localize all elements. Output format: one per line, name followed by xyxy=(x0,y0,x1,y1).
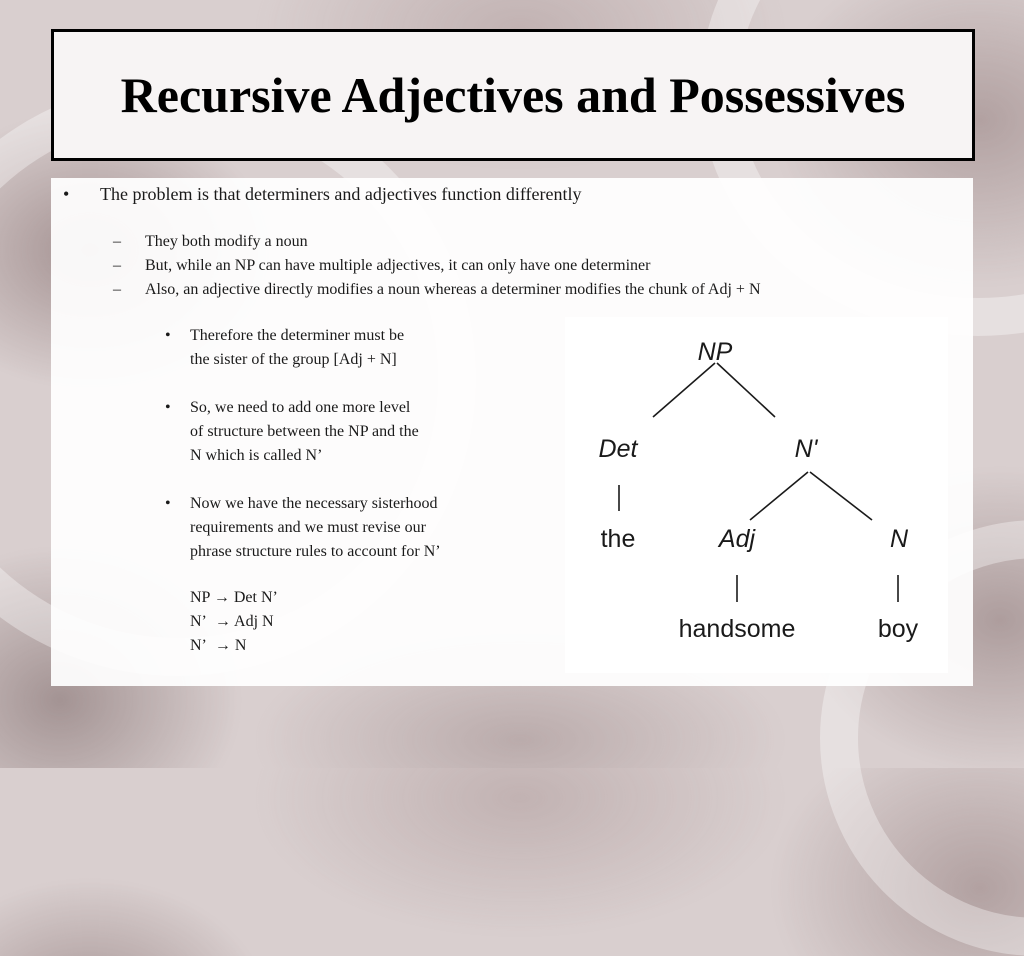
tree-branch xyxy=(653,363,715,417)
phrase-structure-rules xyxy=(190,586,278,658)
level3-line: So, we need to add one more level xyxy=(190,399,411,416)
rule-rhs: N xyxy=(234,637,247,654)
rule-line xyxy=(190,610,278,634)
level3-line: requirements and we must revise our xyxy=(190,519,426,536)
sub-item xyxy=(113,278,761,302)
dash-marker: – xyxy=(113,281,121,298)
slide-title: Recursive Adjectives and Possessives xyxy=(120,67,906,123)
level3-line: N which is called N’ xyxy=(190,447,323,464)
syntax-tree-panel xyxy=(565,317,948,673)
sub-list xyxy=(113,230,761,302)
arrow-icon: → xyxy=(214,613,231,630)
dash-marker: – xyxy=(113,233,121,250)
level3-line: the sister of the group [Adj + N] xyxy=(190,351,397,368)
tree-node-n: N xyxy=(889,525,909,553)
bullet-marker: • xyxy=(165,495,171,512)
bullet-marker: • xyxy=(165,327,171,344)
bullet-marker: • xyxy=(165,399,171,416)
tree-node-det: Det xyxy=(598,435,638,463)
arrow-icon: → xyxy=(214,637,231,654)
rule-lhs: N’ xyxy=(190,613,207,630)
level3-item xyxy=(163,492,563,564)
level3-item xyxy=(163,324,563,372)
dash-marker: – xyxy=(113,257,121,274)
sub-item-text: Also, an adjective directly modifies a noun whereas a determiner modifies the chunk of Adj + N xyxy=(145,281,761,298)
rule-lhs: NP xyxy=(190,589,210,606)
sub-item xyxy=(113,254,761,278)
sub-item-text: They both modify a noun xyxy=(145,233,308,250)
tree-branch xyxy=(810,472,872,520)
sub-item xyxy=(113,230,761,254)
level3-line: phrase structure rules to account for N’ xyxy=(190,543,441,560)
rule-lhs: N’ xyxy=(190,637,207,654)
title-box xyxy=(51,29,975,161)
level3-line: of structure between the NP and the xyxy=(190,423,419,440)
arrow-icon: → xyxy=(213,589,230,606)
rule-line xyxy=(190,634,278,658)
rule-line xyxy=(190,586,278,610)
level3-line: Now we have the necessary sisterhood xyxy=(190,495,438,512)
rule-rhs: Det N’ xyxy=(233,589,278,606)
tree-branch xyxy=(717,363,775,417)
tree-node-np: NP xyxy=(697,338,733,366)
rule-rhs: Adj N xyxy=(234,613,274,630)
bullet-marker: • xyxy=(63,184,70,204)
sub-item-text: But, while an NP can have multiple adjectives, it can only have one determiner xyxy=(145,257,651,274)
level3-item xyxy=(163,396,563,468)
level3-line: Therefore the determiner must be xyxy=(190,327,405,344)
bullet-text: The problem is that determiners and adjectives function differently xyxy=(100,184,582,204)
tree-node-nbar: N' xyxy=(794,435,818,463)
tree-word-handsome: handsome xyxy=(678,615,796,643)
tree-word-the: the xyxy=(600,525,636,553)
syntax-tree xyxy=(565,317,948,673)
level3-list xyxy=(163,324,563,588)
tree-word-boy: boy xyxy=(877,615,919,643)
tree-node-adj: Adj xyxy=(718,525,756,553)
tree-branch xyxy=(750,472,808,520)
